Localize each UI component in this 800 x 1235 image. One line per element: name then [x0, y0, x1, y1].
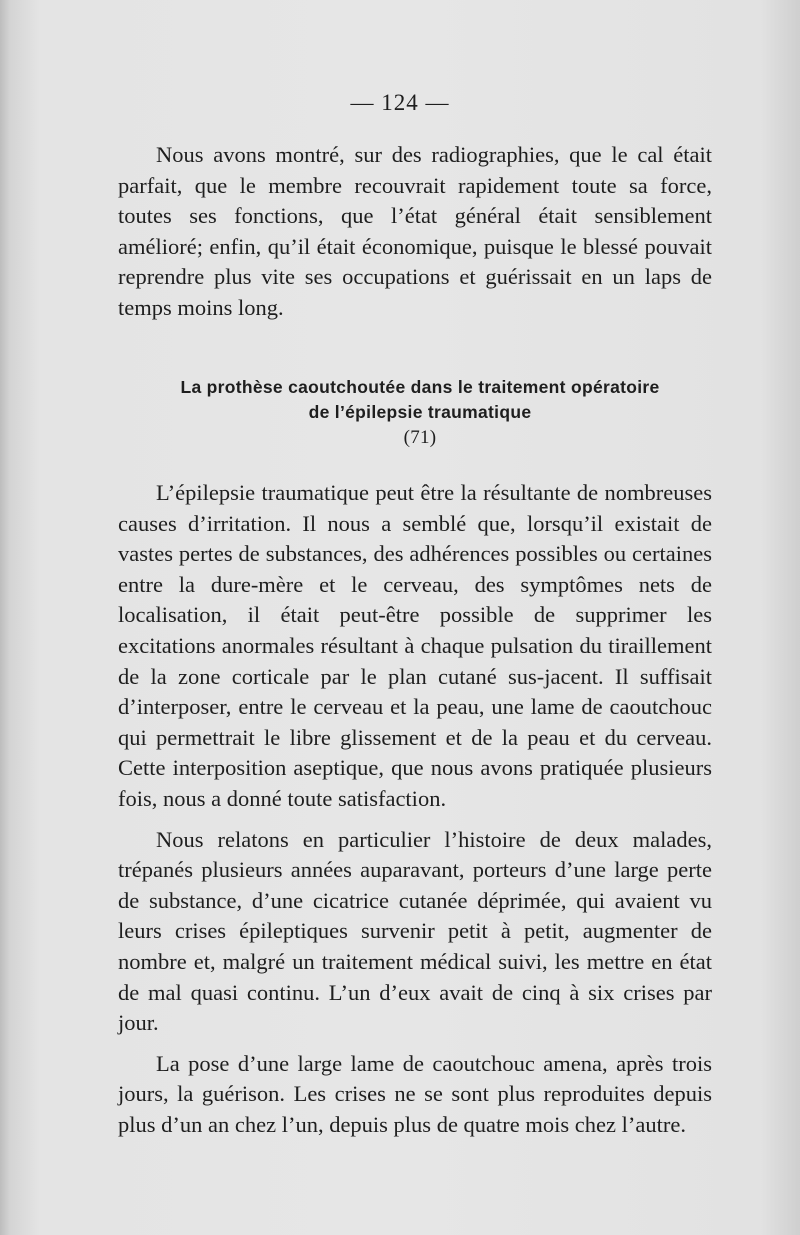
section-title-line1: La prothèse caoutchoutée dans le traitement opératoire: [180, 377, 660, 397]
page-number: — 124 —: [350, 90, 450, 115]
body-paragraph-3: La pose d’une large lame de caoutchouc amena, après trois jours, la guérison. Les crises ne se sont plus reproduites depuis plus d’un an chez l’un, depuis plus de quatre mois chez l’autre.: [118, 1050, 712, 1137]
section-body: [118, 478, 712, 1140]
body-paragraph-1: L’épilepsie traumatique peut être la résultante de nombreuses causes d’irritation. Il nous a semblé que, lorsqu’il existait de vastes pertes de substances, des adhérences possibles ou certaines entre la dure-mère et le cerveau, des symptômes nets de localisation, il était peut-être possible de supprimer les excitations anormales résultant à chaque pulsation du tiraillement de la zone corticale par le plan cutané sus-jacent. Il suffisait d’interposer, entre le cerveau et la peau, une lame de caoutchouc qui permettrait le libre glissement et de la peau et du cerveau. Cette interposition aseptique, que nous avons pratiquée plusieurs fois, nous a donné toute satisfaction.: [118, 480, 712, 811]
body-paragraph-2: Nous relatons en particulier l’histoire de deux malades, trépanés plusieurs années auparavant, porteurs d’une large perte de substance, d’une cicatrice cutanée déprimée, qui avaient vu leurs crises épileptiques survenir petit à petit, augmenter de nombre et, malgré un traitement médical suivi, les mettre en état de mal quasi continu. L’un d’eux avait de cinq à six crises par jour.: [118, 826, 712, 1036]
intro-paragraph: Nous avons montré, sur des radiographies, que le cal était parfait, que le membre recouvrait rapidement toute sa force, toutes ses fonctions, que l’état général était sensiblement amélioré; enfin, qu’il était économique, puisque le blessé pouvait reprendre plus vite ses occupations et guérissait en un laps de temps moins long.: [118, 142, 712, 320]
section-title-line2: de l’épilepsie traumatique: [308, 402, 532, 422]
intro-section: [118, 140, 712, 324]
section-number: (71): [403, 427, 437, 448]
section-heading: [100, 375, 740, 450]
